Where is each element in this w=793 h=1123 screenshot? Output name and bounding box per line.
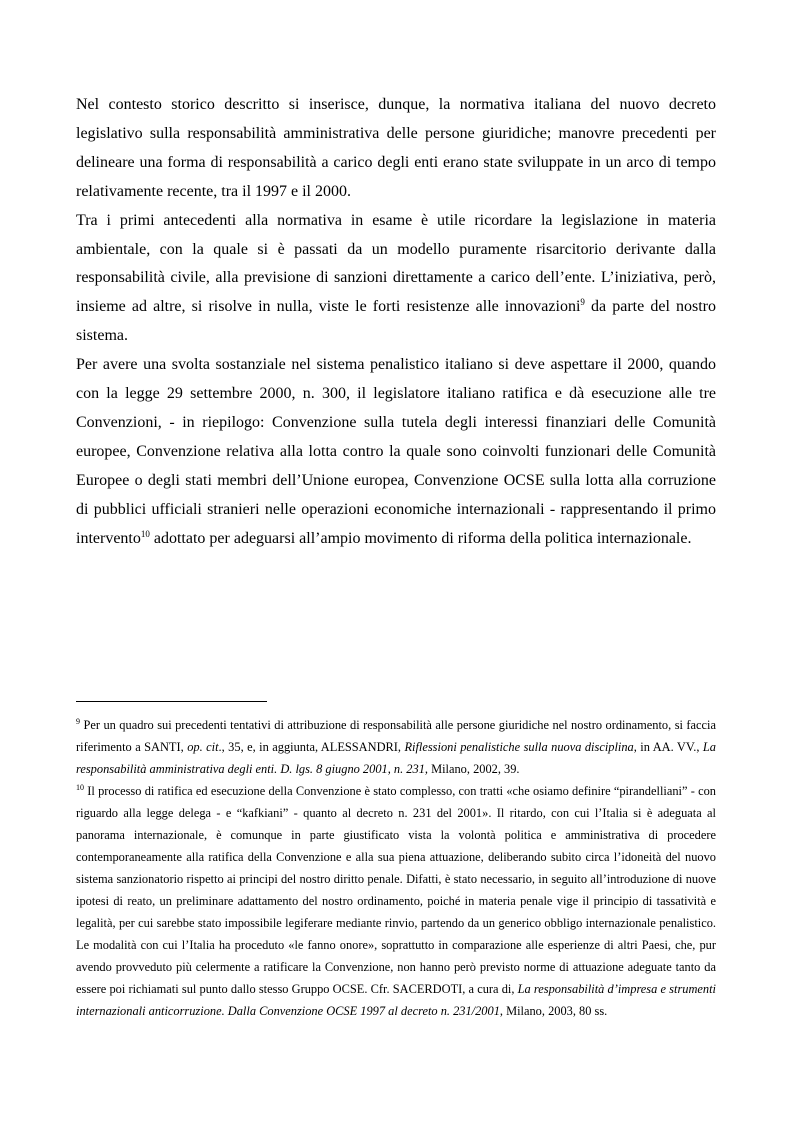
paragraph: Tra i primi antecedenti alla normativa in esame è utile ricordare la legislazione in materia ambientale, con la quale si è passati da un modello puramente risarcitorio derivante dalla responsabilità civile, alla previsione di sanzioni direttamente a carico dell’ente. L’iniziativa, però, insieme ad altre, si risolve in nulla, viste le forti resistenze alle innovazioni$^9$ da parte del nostro sistema. <box>76 211 717 345</box>
footnote-ref: 10 <box>140 528 150 539</box>
footnotes <box>76 714 716 1022</box>
footnote-ref: 9 <box>580 297 585 308</box>
footnote-number: 10 <box>76 783 84 792</box>
body-text <box>76 91 716 554</box>
paragraph: Nel contesto storico descritto si inserisce, dunque, la normativa italiana del nuovo decreto legislativo sulla responsabilità amministrativa delle persone giuridiche; manovre precedenti per delineare una forma di responsabilità a carico degli enti erano state sviluppate in un arco di tempo relativamente recente, tra il 1997 e il 2000. <box>76 96 716 200</box>
footnote-number: 9 <box>76 717 80 726</box>
footnote: $^{10}$ Il processo di ratifica ed esecuzione della Convenzione è stato complesso, con tratti «che osiamo definire “pirandelliani” - con riguardo alla legge delega - e “kafkiani” - quanto al decreto n. 231 del 2001». Il ritardo, con cui l’Italia si è adeguata al panorama internazionale, è comunque in parte giustificato vista la volontà politica e amministrativa di procedere contemporaneamente alla ratifica della Convenzione e alla sua piena attuazione, deliberando subito circa l’idoneità del nuovo sistema sanzionatorio rispetto ai principi del nostro diritto penale. Difatti, è stato necessario, in seguito all’introduzione di nuove ipotesi di reato, un preliminare adattamento del nostro ordinamento, poiché in materia penale vige il principio di tassatività e legalità, per cui sarebbe stato impossibile legiferare mediante rinvio, partendo da un generico obbligo internazionale penalistico. Le modalità con cui l’Italia ha proceduto «le fanno onore», soprattutto in comparazione alle esperienze di altri Paesi, che, pur avendo provveduto più celermente a ratificare la Convenzione, non hanno però previsto norme di attuazione adeguate tanto da essere poi richiamati sul punto dallo stesso Gruppo OCSE. Cfr. SACERDOTI, a cura di, La responsabilità d’impresa e strumenti internazionali anticorruzione. Dalla Convenzione OCSE 1997 al decreto n. 231/2001, Milano, 2003, 80 ss. <box>76 783 716 1018</box>
footnote: $^9$ Per un quadro sui precedenti tentativi di attribuzione di responsabilità alle persone giuridiche nel nostro ordinamento, si faccia riferimento a SANTI, op. cit., 35, e, in aggiunta, ALESSANDRI, Riflessioni penalistiche sulla nuova disciplina, in AA. VV., La responsabilità amministrativa degli enti. D. lgs. 8 giugno 2001, n. 231, Milano, 2002, 39. <box>76 717 716 776</box>
footnote-separator <box>76 701 267 702</box>
paragraph: Per avere una svolta sostanziale nel sistema penalistico italiano si deve aspettare il 2000, quando con la legge 29 settembre 2000, n. 300, il legislatore italiano ratifica e dà esecuzione alle tre Convenzioni, - in riepilogo: Convenzione sulla tutela degli interessi finanziari delle Comunità europee, Convenzione relativa alla lotta contro la quale sono coinvolti funzionari delle Comunità Europee o degli stati membri dell’Unione europea, Convenzione OCSE sulla lotta alla corruzione di pubblici ufficiali stranieri nelle operazioni economiche internazionali - rappresentando il primo intervento$^{10}$ adottato per adeguarsi all’ampio movimento di riforma della politica internazionale. <box>76 356 716 547</box>
